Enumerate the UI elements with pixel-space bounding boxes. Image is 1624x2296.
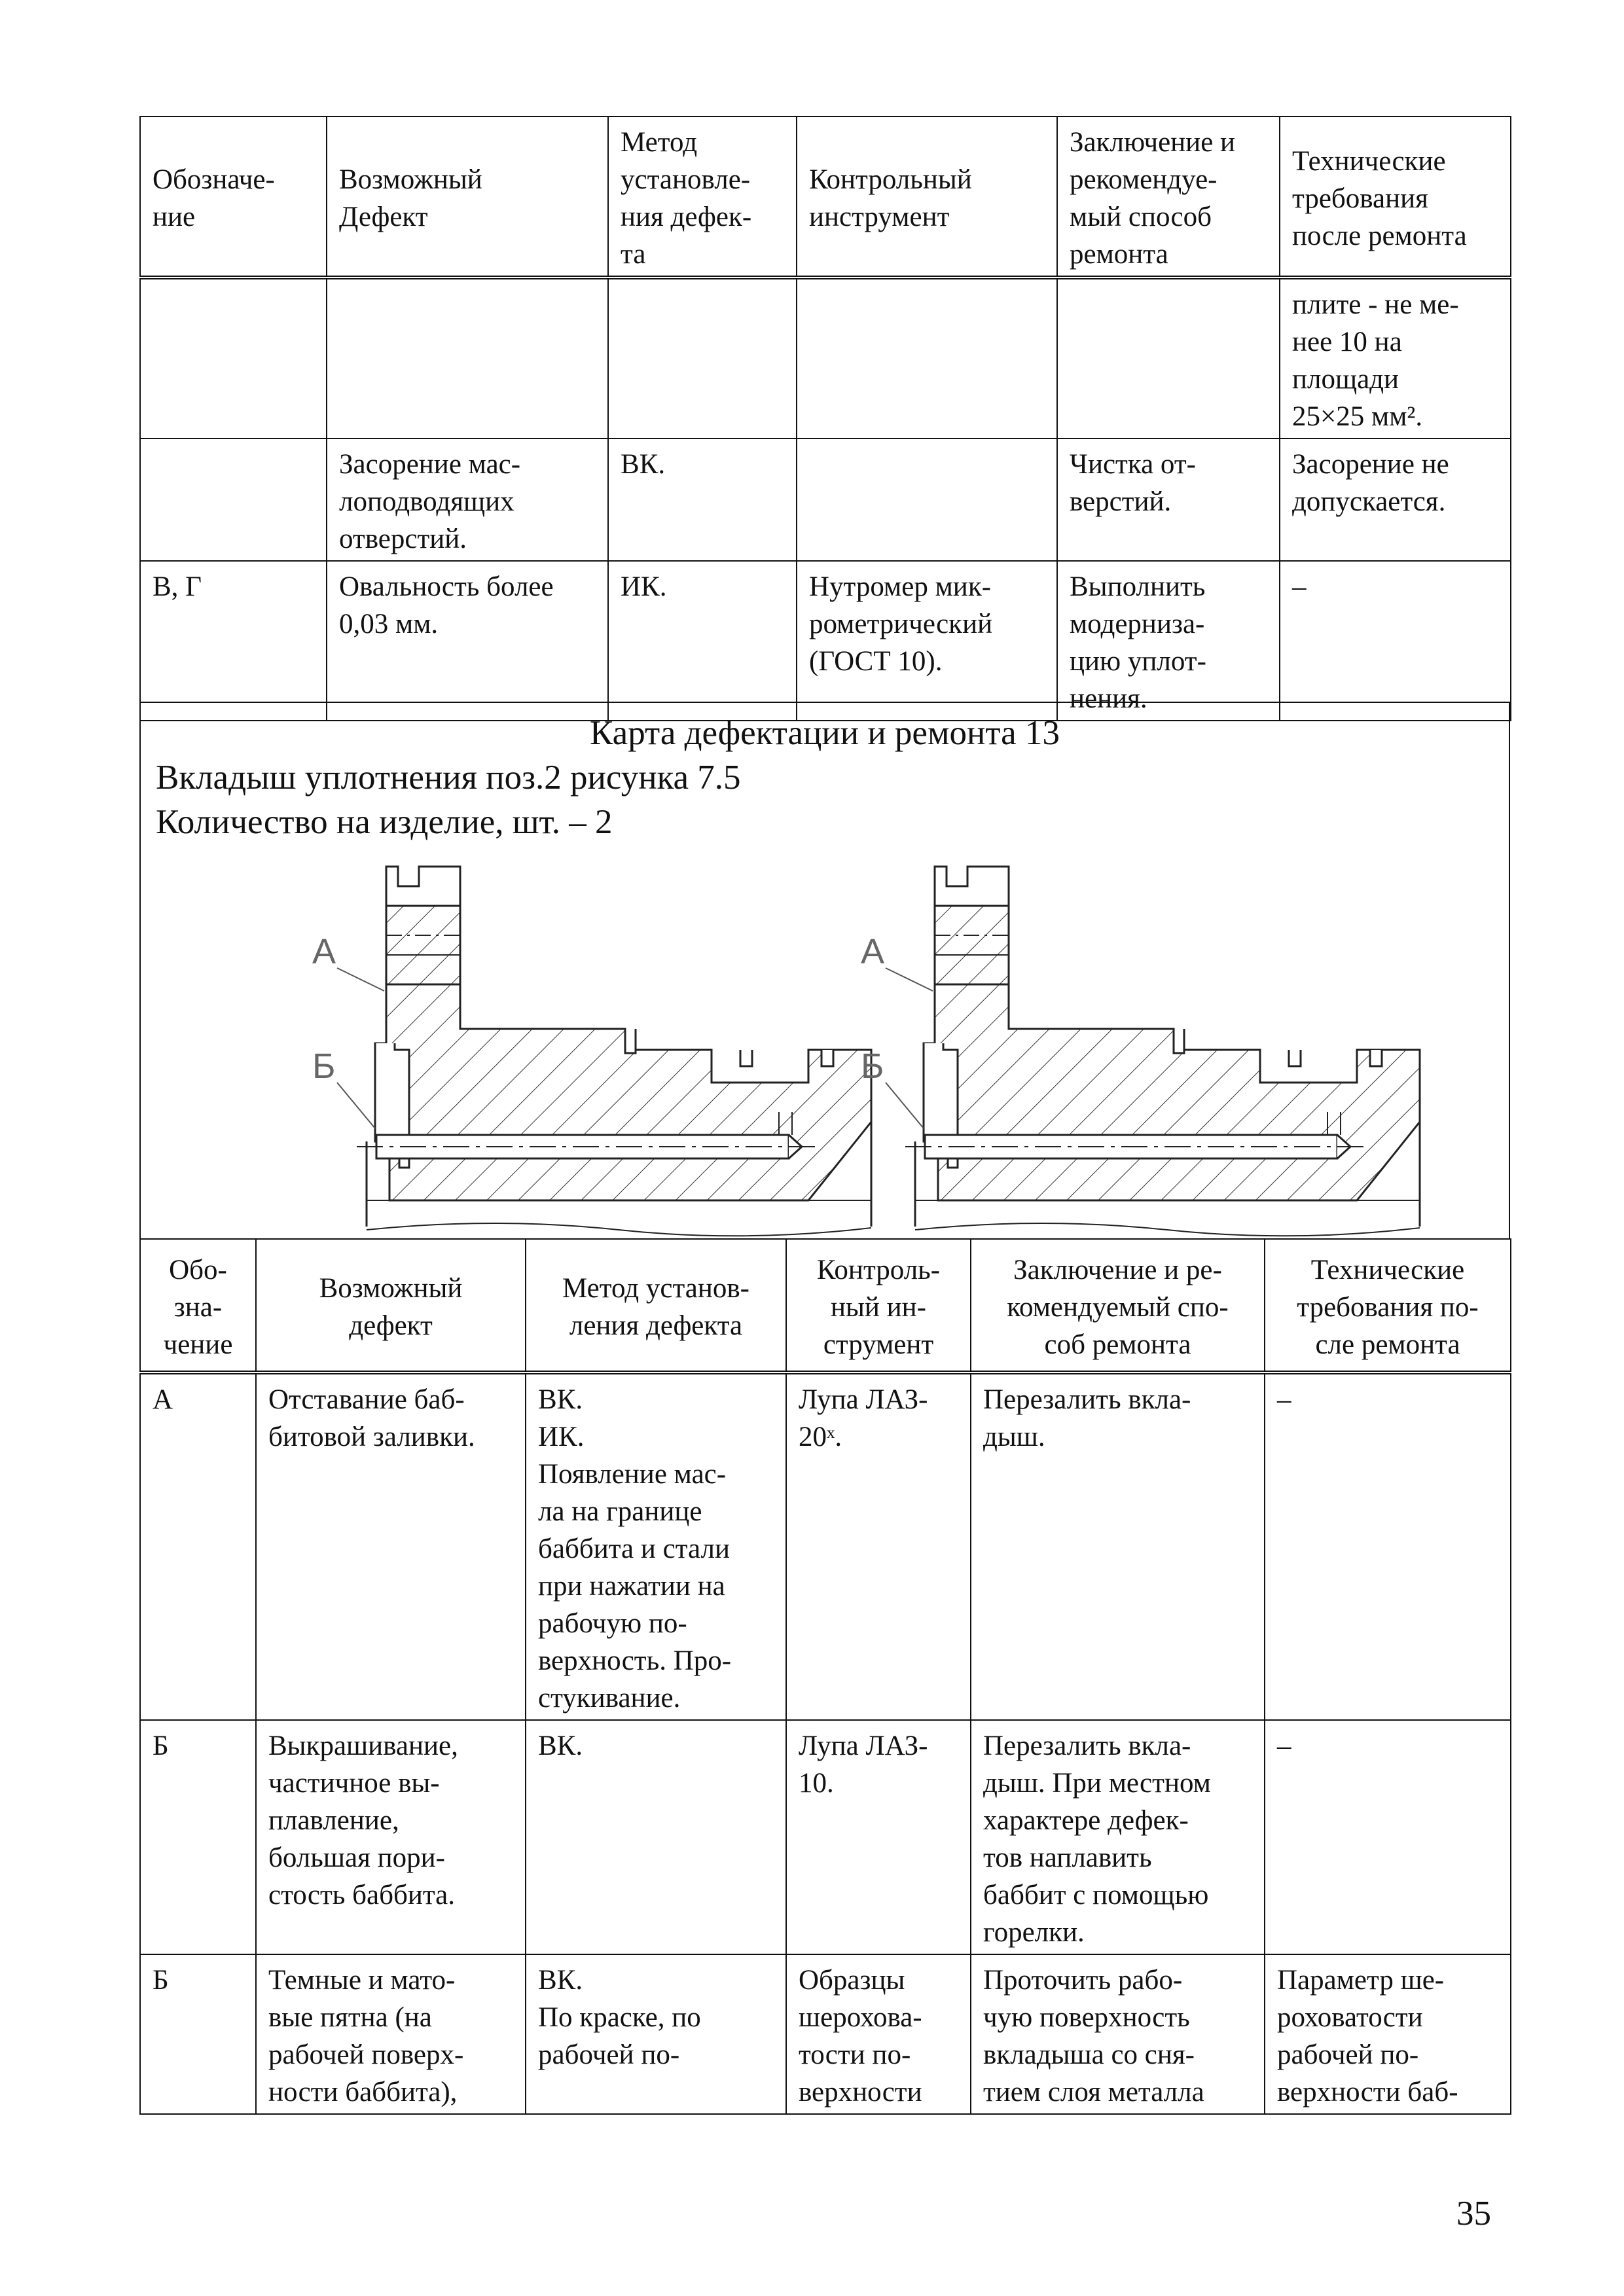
cell-text-line: верстий.: [1070, 486, 1172, 517]
cell-text-line: цию уплот-: [1070, 646, 1206, 677]
cell-defect: [327, 278, 608, 439]
cell-text-line: допускается.: [1292, 486, 1446, 517]
cell-text-line: Обо-: [169, 1254, 227, 1285]
cell-text-line: Параметр ше-: [1277, 1965, 1445, 1996]
header-defect: [256, 1239, 526, 1372]
cell-text-line: баббита и стали: [538, 1534, 730, 1564]
cell-text-line: ности баббита),: [268, 2077, 458, 2108]
cell-repair: [971, 1720, 1265, 1954]
cell-text-line: –: [1277, 1731, 1291, 1761]
cell-text-line: ИК.: [621, 571, 667, 602]
cell-text-line: Темные и мато-: [268, 1965, 456, 1996]
cell-text-line: –: [1292, 571, 1307, 602]
table-row: [140, 1954, 1511, 2114]
cell-text-line: дыш.: [983, 1422, 1045, 1452]
cell-text-line: Засорение не: [1292, 449, 1449, 480]
cell-text-line: ИК.: [538, 1422, 585, 1452]
cell-text-line: струмент: [823, 1329, 934, 1360]
cell-text-line: Метод: [621, 127, 698, 158]
cell-text-line: вые пятна (на: [268, 2002, 432, 2033]
cell-text-line: стость баббита.: [268, 1880, 456, 1910]
cell-method: [608, 278, 797, 439]
cell-text-line: плавление,: [268, 1805, 399, 1836]
cell-text-line: Отставание баб-: [268, 1384, 465, 1415]
label-a-left: А: [312, 932, 336, 971]
header-instrument: [786, 1239, 971, 1372]
cell-text-line: требования: [1292, 183, 1428, 214]
cell-text-line: Контрольный: [809, 164, 972, 195]
header-method: [526, 1239, 786, 1372]
header-method: [608, 117, 797, 278]
cell-text-line: дыш. При местном: [983, 1768, 1211, 1799]
cell-defect: [256, 1954, 526, 2114]
cell-text-line: инструмент: [809, 202, 950, 232]
cell-text-line: А: [153, 1384, 173, 1415]
cell-text-line: требования по-: [1297, 1291, 1479, 1323]
cell-text-line: ние: [153, 202, 196, 232]
cell-text-line: ВК.: [538, 1731, 583, 1761]
cell-defect: [327, 561, 608, 721]
cell-method: [526, 1954, 786, 2114]
cell-text-line: Обозначе-: [153, 164, 275, 195]
cell-text-line: модерниза-: [1070, 609, 1205, 639]
drawing-right: [861, 867, 1420, 1236]
defect-table-continuation: [139, 116, 1511, 721]
cell-requirements: [1265, 1954, 1511, 2114]
cell-text-line: рабочей по-: [538, 2039, 680, 2070]
cell-text-line: рекомендуе-: [1070, 164, 1218, 195]
cell-text-line: плите - не ме-: [1292, 289, 1459, 320]
cell-text-line: 10.: [799, 1768, 834, 1799]
header-requirements: [1265, 1239, 1511, 1372]
cell-text-line: чение: [163, 1329, 233, 1360]
cell-repair: [1057, 561, 1280, 721]
cell-text-line: дефект: [349, 1310, 433, 1341]
label-b-right: Б: [861, 1047, 884, 1086]
defect-card: [139, 702, 1510, 1240]
header-defect: [327, 117, 608, 278]
cell-text-line: при нажатии на: [538, 1571, 725, 1602]
cell-text-line: Дефект: [339, 202, 428, 232]
cell-text-line: стукивание.: [538, 1683, 681, 1713]
page-number: 35: [1456, 2195, 1491, 2233]
cell-text-line: (ГОСТ 10).: [809, 646, 943, 677]
cell-text-line: сле ремонта: [1315, 1329, 1460, 1360]
cell-designation: [140, 1372, 256, 1720]
cell-text-line: Выполнить: [1070, 571, 1206, 602]
cell-text-line: горелки.: [983, 1917, 1085, 1948]
cell-method: [526, 1720, 786, 1954]
seal-liner-drawing: [141, 853, 1509, 1240]
table-row: [140, 439, 1511, 561]
header-repair: [971, 1239, 1265, 1372]
cell-designation: [140, 1720, 256, 1954]
cell-requirements: [1280, 561, 1511, 721]
cell-repair: [971, 1954, 1265, 2114]
cell-text-line: мый способ: [1070, 202, 1212, 232]
cell-requirements: [1265, 1372, 1511, 1720]
header-requirements: [1280, 117, 1511, 278]
cell-text-line: Засорение мас-: [339, 449, 521, 480]
cell-text-line: рабочей по-: [1277, 2039, 1419, 2070]
cell-defect: [256, 1372, 526, 1720]
cell-text-line: чую поверхность: [983, 2002, 1190, 2033]
cell-text-line: 0,03 мм.: [339, 609, 439, 639]
cell-text-line: баббит с помощью: [983, 1880, 1209, 1910]
cell-text-line: зна-: [173, 1291, 223, 1323]
cell-text-line: верхности: [799, 2077, 922, 2108]
cell-text-line: вкладыша со сня-: [983, 2039, 1195, 2070]
cell-text-line: верхность. Про-: [538, 1645, 732, 1676]
cell-text-line: нения.: [1070, 683, 1147, 714]
cell-text-line: Перезалить вкла-: [983, 1384, 1191, 1415]
cell-defect: [256, 1720, 526, 1954]
cell-text-line: Выкрашивание,: [268, 1731, 458, 1761]
cell-text-line: та: [621, 239, 646, 270]
cell-text-line: отверстий.: [339, 524, 467, 554]
defect-table-card13: [139, 1238, 1511, 2115]
cell-text-line: Овальность более: [339, 571, 554, 602]
cell-text-line: Возможный: [339, 164, 482, 195]
cell-text-line: после ремонта: [1292, 220, 1467, 251]
cell-text-line: ла на границе: [538, 1496, 702, 1527]
cell-text-line: Технические: [1310, 1254, 1465, 1285]
cell-text-line: Нутромер мик-: [809, 571, 992, 602]
cell-text-line: ВК.: [538, 1384, 583, 1415]
cell-requirements: [1280, 278, 1511, 439]
cell-text-line: Лупа ЛАЗ-: [799, 1731, 928, 1761]
header-row: [140, 1239, 1511, 1372]
cell-repair: [1057, 439, 1280, 561]
cell-text-line: Проточить рабо-: [983, 1965, 1183, 1996]
cell-text-line: Возможный: [319, 1273, 463, 1304]
cell-text-line: тости по-: [799, 2039, 911, 2070]
cell-text-line: большая пори-: [268, 1842, 445, 1873]
cell-text-line: 20ˣ.: [799, 1422, 842, 1452]
table-row: [140, 561, 1511, 721]
cell-text-line: ния дефек-: [621, 202, 752, 232]
cell-repair: [1057, 278, 1280, 439]
drawing-left: [312, 867, 871, 1236]
card-title: Карта дефектации и ремонта 13: [590, 714, 1060, 752]
cell-text-line: Б: [153, 1965, 169, 1996]
table-row: [140, 1720, 1511, 1954]
cell-text-line: рабочей поверх-: [268, 2039, 464, 2070]
cell-instrument: [797, 278, 1057, 439]
cell-text-line: Образцы: [799, 1965, 905, 1996]
cell-designation: [140, 278, 327, 439]
cell-text-line: установле-: [621, 164, 751, 195]
cell-instrument: [786, 1372, 971, 1720]
cell-text-line: верхности баб-: [1277, 2077, 1458, 2108]
cell-text-line: шерохова-: [799, 2002, 922, 2033]
cell-text-line: В, Г: [153, 571, 202, 602]
cell-text-line: Заключение и ре-: [1013, 1254, 1222, 1285]
cell-instrument: [786, 1954, 971, 2114]
cell-text-line: рометрический: [809, 609, 993, 639]
table-row: [140, 278, 1511, 439]
cell-requirements: [1280, 439, 1511, 561]
cell-text-line: Технические: [1292, 145, 1446, 177]
cell-designation: [140, 561, 327, 721]
header-row: [140, 117, 1511, 278]
card-part-name: Вкладыш уплотнения поз.2 рисунка 7.5: [156, 759, 741, 797]
cell-text-line: характере дефек-: [983, 1805, 1189, 1836]
cell-text-line: ный ин-: [830, 1291, 926, 1323]
label-b-left: Б: [312, 1047, 336, 1086]
cell-text-line: ремонта: [1070, 239, 1168, 270]
cell-text-line: комендуемый спо-: [1007, 1291, 1229, 1323]
cell-requirements: [1265, 1720, 1511, 1954]
cell-instrument: [797, 561, 1057, 721]
cell-instrument: [786, 1720, 971, 1954]
cell-text-line: Контроль-: [816, 1254, 941, 1285]
cell-text-line: ВК.: [621, 449, 666, 480]
header-repair: [1057, 117, 1280, 278]
cell-defect: [327, 439, 608, 561]
header-instrument: [797, 117, 1057, 278]
cell-text-line: соб ремонта: [1044, 1329, 1191, 1360]
cell-instrument: [797, 439, 1057, 561]
cell-text-line: Заключение и: [1070, 127, 1236, 158]
cell-method: [608, 439, 797, 561]
cell-text-line: роховатости: [1277, 2002, 1423, 2033]
cell-text-line: лоподводящих: [339, 486, 514, 517]
cell-text-line: ВК.: [538, 1965, 583, 1996]
cell-text-line: По краске, по: [538, 2002, 701, 2033]
cell-designation: [140, 1954, 256, 2114]
cell-text-line: 25×25 мм².: [1292, 401, 1423, 432]
cell-text-line: нее 10 на: [1292, 327, 1402, 357]
cell-text-line: Чистка от-: [1070, 449, 1196, 480]
cell-text-line: Метод установ-: [562, 1273, 749, 1304]
header-designation: [140, 117, 327, 278]
cell-text-line: Б: [153, 1731, 169, 1761]
cell-text-line: битовой заливки.: [268, 1422, 475, 1452]
cell-text-line: Лупа ЛАЗ-: [799, 1384, 928, 1415]
cell-repair: [971, 1372, 1265, 1720]
card-quantity: Количество на изделие, шт. – 2: [156, 803, 613, 841]
header-designation: [140, 1239, 256, 1372]
cell-designation: [140, 439, 327, 561]
cell-method: [526, 1372, 786, 1720]
cell-text-line: тием слоя металла: [983, 2077, 1204, 2108]
cell-text-line: –: [1277, 1384, 1291, 1415]
cell-text-line: рабочую по-: [538, 1608, 687, 1639]
cell-text-line: ления дефекта: [569, 1310, 743, 1341]
cell-text-line: тов наплавить: [983, 1842, 1152, 1873]
table-row: [140, 1372, 1511, 1720]
cell-text-line: Перезалить вкла-: [983, 1731, 1191, 1761]
label-a-right: А: [861, 932, 885, 971]
cell-method: [608, 561, 797, 721]
cell-text-line: частичное вы-: [268, 1768, 440, 1799]
cell-text-line: Появление мас-: [538, 1459, 727, 1490]
cell-text-line: площади: [1292, 364, 1399, 395]
